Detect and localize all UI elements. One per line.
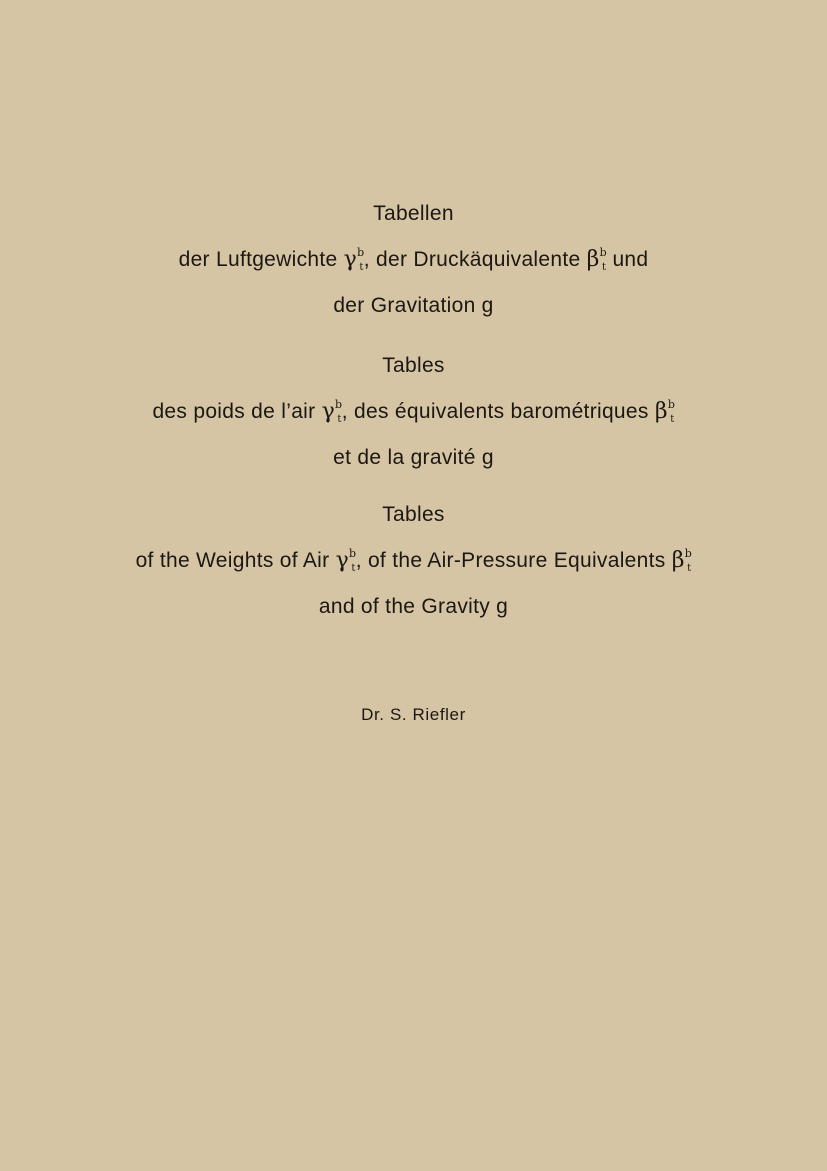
english-subtitle-part-1: of the Weights of Air [135,549,336,572]
french-subtitle-end: et de la gravité g [333,446,494,469]
english-heading: Tables [382,503,445,526]
english-subtitle-line [0,538,827,584]
english-subtitle-end: and of the Gravity g [318,595,509,618]
english-subtitle-part-2: , of the Air-Pressure Equivalents [355,549,672,572]
german-subtitle-part-1: der Luftgewichte [178,248,344,271]
german-subtitle-end: der Gravitation g [333,294,494,317]
french-subtitle-part-2: , des équivalents barométriques [341,400,655,423]
beta-symbol: $\beta^b_t$ [671,547,693,574]
beta-symbol: $\beta^b_t$ [586,246,607,273]
french-heading: Tables [382,354,445,377]
german-subtitle-line [0,237,827,283]
english-title-block [0,492,827,630]
french-subtitle-line [0,389,827,435]
gamma-symbol: $\gamma^b_t$ [335,547,357,574]
author-name: Dr. S. Riefler [361,705,466,724]
german-heading: Tabellen [373,202,454,225]
german-subtitle-part-2: , der Druckäquivalente [363,248,587,271]
french-subtitle-part-1: des poids de l’air [152,400,322,423]
gamma-symbol: $\gamma^b_t$ [321,398,343,425]
french-title-block [0,343,827,481]
gamma-symbol: $\gamma^b_t$ [343,246,365,273]
german-title-block [0,191,827,329]
german-subtitle-part-3: und [606,248,649,271]
beta-symbol: $\beta^b_t$ [654,398,676,425]
